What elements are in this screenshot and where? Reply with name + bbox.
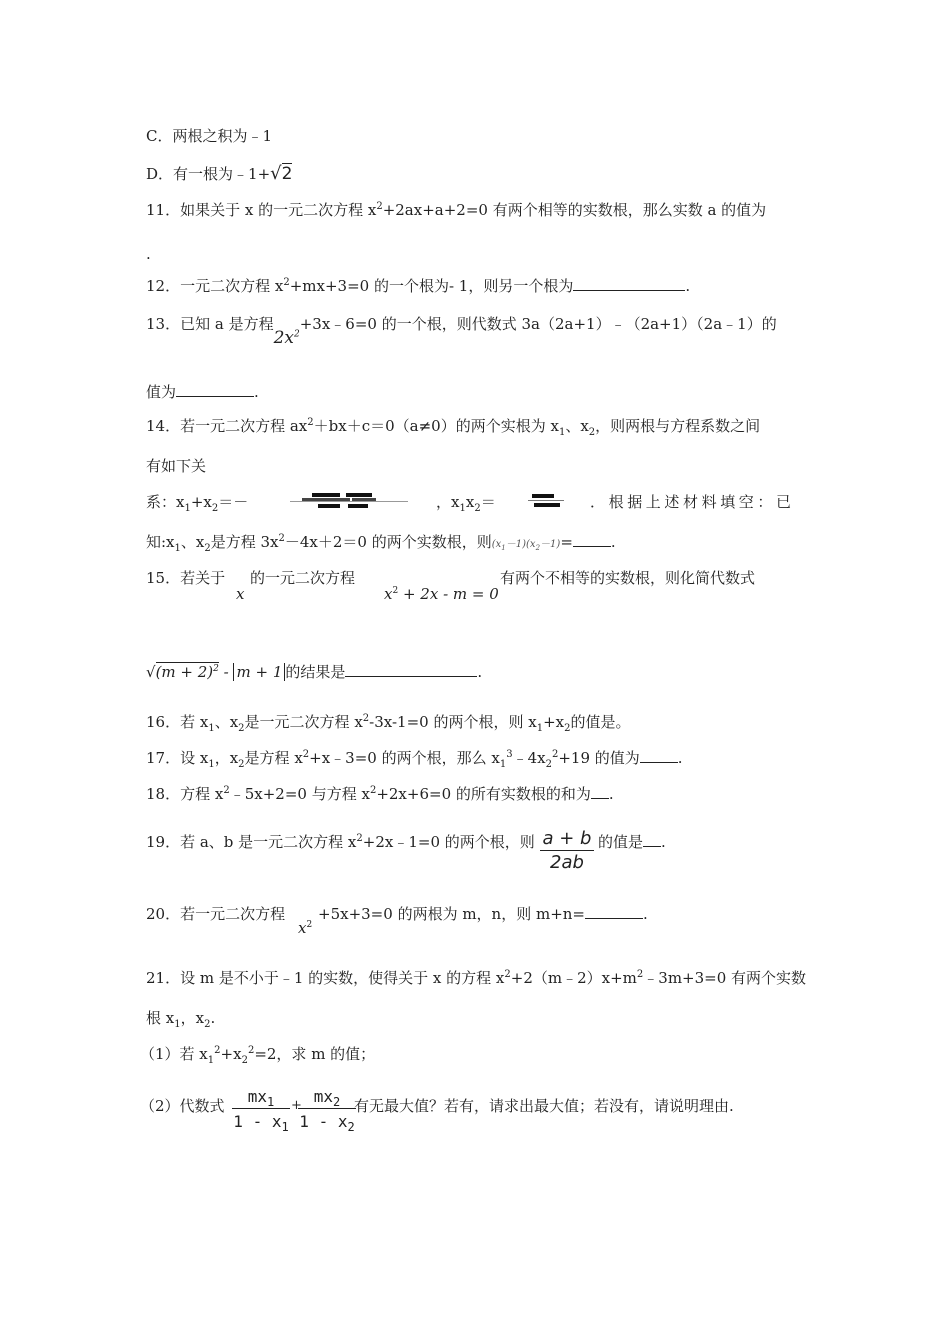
question-14-line2: 有如下关 [146, 457, 207, 475]
answer-blank[interactable] [176, 382, 254, 397]
question-14-line4: 知$:x_1$、$x_2$是方程 $3x^2-4x+2=0$ 的两个实数根，则$(x_1-1)(x_2-1)=$ . [146, 533, 616, 554]
answer-blank[interactable] [640, 748, 678, 763]
question-13: 13．已知 a 是方程$2x^2+3x﹣6=0$ 的一个根，则代数式 3a（2a+1）﹣（2a+1）（2a﹣1）的 [146, 315, 777, 348]
question-18: 18．方程 $x^2﹣5x+2=0$ 与方程 $x^2+2x+6=0$ 的所有实数根的和为 . [146, 785, 614, 803]
math-sqrt-expression: $√(m + 2)^2 - m + 1$ [146, 662, 285, 681]
question-21-part-2: （2）代数式 [140, 1097, 225, 1115]
question-19-end: 的值是 . [598, 833, 666, 851]
sqrt-symbol: √2 [270, 163, 293, 184]
question-15-c: 有两个不相等的实数根，则化简代数式 [500, 569, 756, 587]
fraction-a-plus-b-over-2ab: $\frac{a + b}{2ab}$ [540, 828, 594, 875]
question-17: 17．设 $x_1$，$x_2$是方程 $x^2+x﹣3=0$ 的两个根，那么 $x_1^3﹣4x_2^2+19$ 的值为 . [146, 749, 683, 770]
fraction-mx1-over-1-minus-x1: $\frac{mx_1}{1 - x_1}$ [233, 1087, 289, 1135]
question-14-line3: 系：$x_1+x_2=-$ [146, 493, 249, 514]
answer-blank[interactable] [643, 832, 661, 847]
question-15-line2: $√(m + 2)^2 - m + 1$ 的结果是 . [146, 663, 483, 681]
question-16: 16．若 $x_1$、$x_2$是一元二次方程 $x^2-3x-1=0$ 的两个根，则 $x_1+x_2$的值是。 [146, 713, 631, 734]
math-x: x [236, 585, 245, 603]
question-11-end: . [146, 245, 151, 263]
question-14: 14．若一元二次方程 $ax^2+bx+c=0(a\ne 0)$的两个实根为 $x_1$、$x_2$，则两根与方程系数之间 [146, 417, 761, 438]
answer-blank[interactable] [573, 532, 611, 547]
answer-blank[interactable] [585, 904, 643, 919]
garbled-fraction-b-over-a [290, 490, 410, 512]
plus-sign: + [291, 1098, 302, 1113]
question-19: 19．若 a、b 是一元二次方程 $x^2+2x﹣1=0$ 的两个根，则 [146, 833, 535, 851]
question-14-product: ，$x_1x_2=$ [436, 493, 496, 514]
fraction-mx2-over-1-minus-x2: $\frac{mx_2}{1 - x_2}$ [299, 1087, 355, 1135]
option-c: C．两根之积为﹣1 [146, 127, 273, 145]
question-21-part-2-text: 有无最大值？若有，请求出最大值；若没有，请说明理由. [354, 1097, 734, 1115]
question-20-b: +5x+3=0 的两根为 m，n，则 m+n= . [318, 905, 648, 923]
math-x-squared: $x^2$ [298, 919, 313, 937]
math-product-expr: $(x_1-1)(x_2-1)$ [491, 539, 561, 552]
question-13-line2: 值为 . [146, 383, 259, 401]
answer-blank[interactable] [573, 276, 685, 291]
question-11: 11．如果关于 x 的一元二次方程 $x^2+2ax+a+2=0$ 有两个相等的实数根，那么实数 a 的值为 [146, 201, 767, 219]
math-2x2: $2x^2$ [273, 328, 300, 348]
question-14-fill-instruction: ．根据上述材料填空：已 [590, 493, 795, 511]
answer-blank[interactable] [345, 662, 477, 677]
question-21-part-1: （1）若 $x_1^2+x_2^2=2$，求 m 的值； [140, 1045, 376, 1066]
answer-blank[interactable] [591, 784, 609, 799]
question-21: 21．设 m 是不小于﹣1 的实数，使得关于 x 的方程 $x^2+2(m﹣2)x+m^2﹣3m+3=0$ 有两个实数 [146, 969, 807, 987]
question-21-line2: 根 $x_1$，$x_2$. [146, 1009, 216, 1030]
question-20: 20．若一元二次方程 [146, 905, 286, 923]
question-15: 15．若关于 [146, 569, 226, 587]
garbled-fraction-c-over-a [524, 490, 572, 512]
question-12: 12．一元二次方程 $x^2+mx+3=0$ 的一个根为- 1，则另一个根为 . [146, 277, 691, 295]
option-d: D．有一根为﹣1+√2 [146, 163, 293, 184]
question-15-b: 的一元二次方程 [250, 569, 356, 587]
math-equation: $x^2 + 2x - m = 0$ [384, 585, 499, 603]
